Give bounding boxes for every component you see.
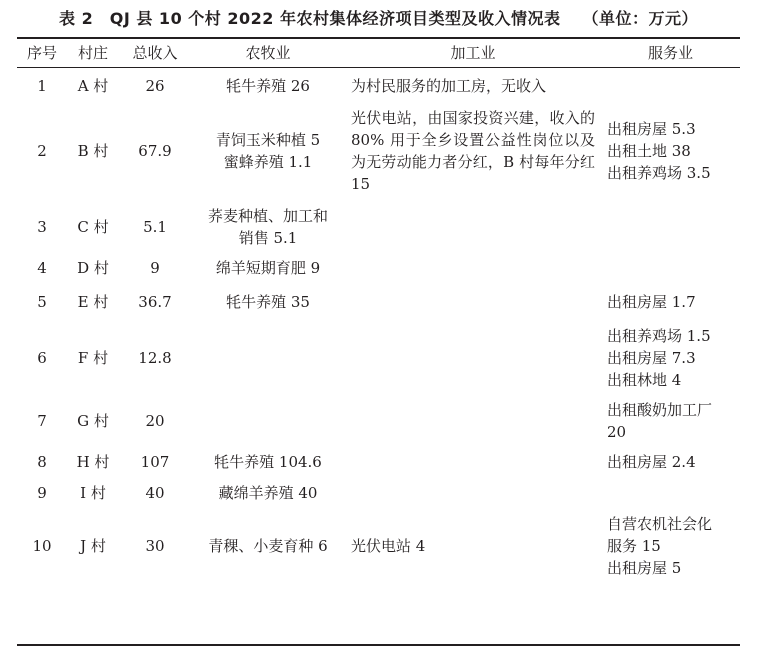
cell-village: E 村 <box>77 293 109 311</box>
table-row <box>17 447 740 477</box>
cell-processing <box>345 253 601 283</box>
cell-agriculture <box>191 321 345 395</box>
header-processing: 加工业 <box>450 44 496 62</box>
cell-village: F 村 <box>77 349 109 367</box>
cell-income: 9 <box>150 259 160 277</box>
cell-processing <box>345 201 601 253</box>
table-row <box>17 201 740 253</box>
bottom-rule <box>17 644 740 646</box>
cell-village: D 村 <box>77 259 109 277</box>
table-row <box>17 67 740 101</box>
cell-service <box>601 477 740 509</box>
cell-agriculture <box>191 477 345 509</box>
cell-service <box>601 283 740 321</box>
cell-processing <box>345 395 601 447</box>
cell-income: 107 <box>140 453 170 471</box>
cell-service <box>601 395 740 447</box>
cell-processing <box>345 509 601 583</box>
cell-income: 26 <box>145 77 165 95</box>
cell-service-line: 出租房屋 5.3 <box>607 120 696 138</box>
cell-service <box>601 447 740 477</box>
cell-agriculture-line: 青稞、小麦育种 6 <box>208 537 328 555</box>
table-body <box>17 67 740 583</box>
table-row <box>17 283 740 321</box>
cell-service-line: 出租房屋 2.4 <box>607 453 696 471</box>
cell-no: 3 <box>37 218 47 236</box>
header-village: 村庄 <box>77 44 108 62</box>
cell-processing-line: 为村民服务的加工房，无收入 <box>351 77 547 95</box>
cell-service-line: 20 <box>607 423 627 441</box>
cell-agriculture-line: 藏绵羊养殖 40 <box>218 484 318 502</box>
cell-village: C 村 <box>77 218 109 236</box>
cell-service-line: 出租养鸡场 1.5 <box>607 327 711 345</box>
cell-village: H 村 <box>76 453 110 471</box>
cell-agriculture-line: 牦牛养殖 35 <box>226 293 310 311</box>
cell-agriculture <box>191 101 345 201</box>
cell-income: 5.1 <box>143 218 167 236</box>
cell-service-line: 出租土地 38 <box>607 142 691 160</box>
cell-processing <box>345 477 601 509</box>
cell-service <box>601 509 740 583</box>
cell-no: 1 <box>37 77 47 95</box>
cell-village: A 村 <box>77 77 109 95</box>
table-row <box>17 395 740 447</box>
table-row <box>17 477 740 509</box>
table-unit: （单位：万元） <box>582 9 698 28</box>
cell-village: B 村 <box>77 142 109 160</box>
cell-village: J 村 <box>80 537 106 555</box>
cell-service <box>601 101 740 201</box>
cell-processing-line: 光伏电站 4 <box>351 537 426 555</box>
cell-service-line: 出租酸奶加工厂 <box>607 401 713 419</box>
cell-service-line: 出租房屋 1.7 <box>607 293 696 311</box>
cell-agriculture-line: 青饲玉米种植 5 <box>215 131 321 149</box>
cell-income: 36.7 <box>138 293 172 311</box>
cell-no: 5 <box>37 293 47 311</box>
cell-service-line: 服务 15 <box>607 537 661 555</box>
header-agriculture: 农牧业 <box>245 44 291 62</box>
cell-no: 10 <box>32 537 52 555</box>
cell-income: 40 <box>145 484 165 502</box>
cell-service <box>601 67 740 101</box>
cell-agriculture <box>191 201 345 253</box>
cell-service-line: 出租房屋 7.3 <box>607 349 696 367</box>
cell-agriculture <box>191 283 345 321</box>
table-row <box>17 321 740 395</box>
cell-processing <box>345 321 601 395</box>
cell-agriculture <box>191 447 345 477</box>
cell-agriculture-line: 牦牛养殖 104.6 <box>214 453 322 471</box>
cell-agriculture-line: 销售 5.1 <box>238 229 298 247</box>
cell-agriculture-line: 牦牛养殖 26 <box>226 77 310 95</box>
cell-processing <box>345 101 601 201</box>
cell-processing <box>345 283 601 321</box>
cell-village: G 村 <box>77 412 109 430</box>
cell-income: 67.9 <box>138 142 172 160</box>
cell-service-line: 出租房屋 5 <box>607 559 682 577</box>
cell-agriculture <box>191 253 345 283</box>
header-no: 序号 <box>26 44 57 62</box>
cell-processing-line: 光伏电站，由国家投资兴建，收入的 80% 用于全乡设置公益性岗位以及为无劳动能力者分红，B 村每年分红 15 <box>351 109 595 193</box>
cell-processing <box>345 447 601 477</box>
cell-no: 8 <box>37 453 47 471</box>
cell-processing <box>345 67 601 101</box>
cell-income: 20 <box>145 412 165 430</box>
income-table <box>17 39 740 583</box>
header-service: 服务业 <box>647 44 693 62</box>
cell-service <box>601 321 740 395</box>
table-title: 表 2 QJ 县 10 个村 2022 年农村集体经济项目类型及收入情况表 <box>59 9 561 28</box>
table-caption <box>0 6 757 29</box>
cell-service <box>601 253 740 283</box>
cell-service-line: 出租林地 4 <box>607 371 682 389</box>
cell-agriculture <box>191 395 345 447</box>
header-income: 总收入 <box>132 44 178 62</box>
cell-service <box>601 201 740 253</box>
cell-income: 12.8 <box>138 349 172 367</box>
cell-no: 9 <box>37 484 47 502</box>
cell-agriculture <box>191 67 345 101</box>
cell-no: 4 <box>37 259 47 277</box>
cell-service-line: 自营农机社会化 <box>607 515 713 533</box>
cell-no: 2 <box>37 142 47 160</box>
cell-no: 6 <box>37 349 47 367</box>
cell-agriculture-line: 荞麦种植、加工和 <box>207 207 328 225</box>
table-row <box>17 101 740 201</box>
table-row <box>17 509 740 583</box>
cell-village: I 村 <box>80 484 106 502</box>
cell-income: 30 <box>145 537 165 555</box>
cell-service-line: 出租养鸡场 3.5 <box>607 164 711 182</box>
table-row <box>17 253 740 283</box>
cell-agriculture-line: 绵羊短期育肥 9 <box>215 259 321 277</box>
header-row <box>17 39 740 67</box>
cell-agriculture <box>191 509 345 583</box>
cell-no: 7 <box>37 412 47 430</box>
cell-agriculture-line: 蜜蜂养殖 1.1 <box>223 153 313 171</box>
